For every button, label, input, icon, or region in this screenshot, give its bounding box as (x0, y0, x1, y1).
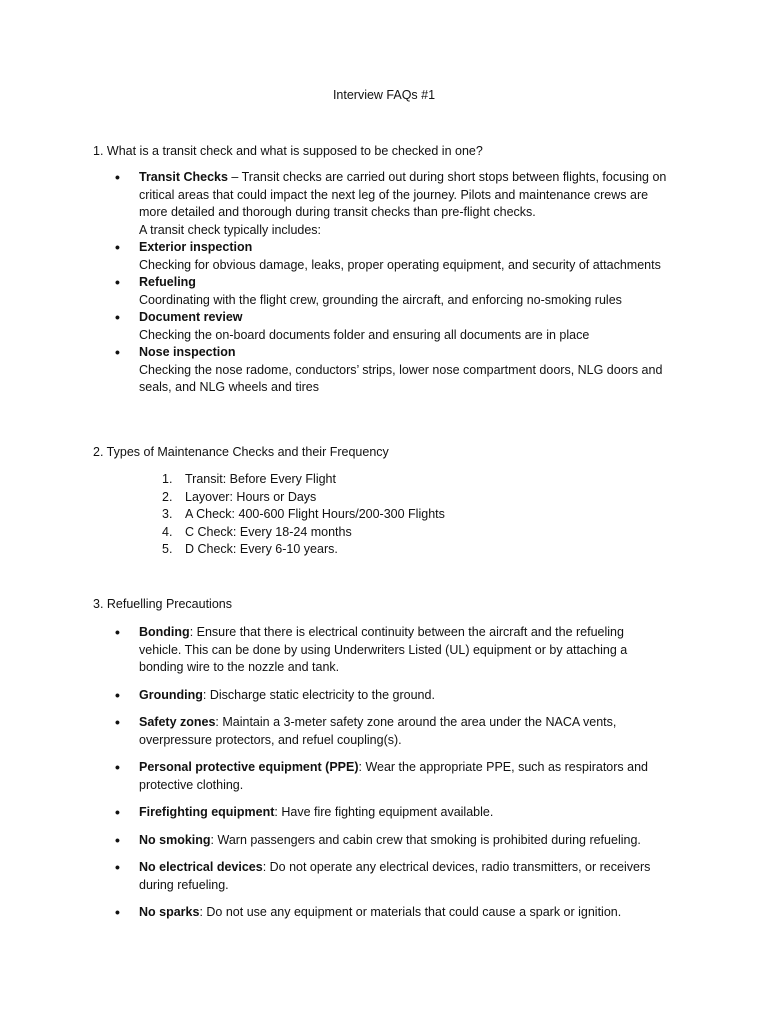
q3-item-text: : Warn passengers and cabin crew that smoking is prohibited during refueling. (210, 832, 641, 847)
q3-item-bold: No electrical devices (139, 860, 263, 874)
q1-item-text: Checking the on-board documents folder and ensuring all documents are in place (139, 327, 590, 342)
q1-intro-text: – Transit checks are carried out during short stops between flights, focusing on critical areas that could impact the next leg of the journey. Pilots and maintenance crews are more detailed and thorough during transit checks than pre-flight checks. (139, 170, 667, 219)
q3-item (0, 714, 669, 749)
q1-item-title: • Exterior inspection (139, 240, 253, 254)
q2-item (0, 471, 685, 489)
q3-item-text: : Discharge static electricity to the ground. (202, 687, 435, 702)
q2-item-number: 2. (162, 489, 173, 504)
q2-item-text: Layover: Hours or Days (185, 489, 317, 504)
q3-item-bold: No smoking (139, 832, 211, 847)
q2-item-text: Transit: Before Every Flight (185, 472, 336, 486)
q2-item-number: 5. (162, 542, 173, 556)
q1-item-title: • Refueling (139, 275, 196, 289)
q2-item-text: D Check: Every 6-10 years. (185, 542, 338, 556)
q1-item-text: Checking for obvious damage, leaks, proper operating equipment, and security of attachments (139, 257, 661, 272)
q1-item (0, 239, 669, 274)
q3-item-text: : Ensure that there is electrical continuity between the aircraft and the refueling vehicle. This can be done by using Underwriters Listed (UL) equipment or by attaching a bonding wire to the nozzle and tank. (139, 625, 628, 674)
q3-item (0, 759, 669, 794)
q3-item-text: : Have fire fighting equipment available. (274, 805, 494, 819)
q3-item (0, 904, 669, 922)
q2-item-number: 1. (162, 472, 173, 486)
q3-item-bold: Safety zones (139, 715, 216, 729)
q3-item-bold: Personal protective equipment (PPE) (139, 760, 359, 774)
q1-heading: 1. What is a transit check and what is supposed to be checked in one? (93, 144, 483, 158)
q1-item-text: Coordinating with the flight crew, grounding the aircraft, and enforcing no-smoking rules (139, 292, 622, 307)
page-title: Interview FAQs #1 (332, 88, 436, 102)
q1-list (0, 169, 669, 397)
q2-item-number: 3. (162, 507, 173, 521)
q1-intro-item (0, 169, 669, 239)
q1-item (0, 344, 669, 397)
q2-item (0, 541, 685, 559)
q3-item (0, 687, 669, 705)
q2-item-number: 4. (162, 524, 173, 539)
q1-intro-extra: A transit check typically includes: (139, 222, 322, 237)
q2-item (0, 524, 685, 542)
q2-list (0, 471, 685, 559)
q3-item (0, 624, 669, 677)
q2-item (0, 506, 685, 524)
q1-item-text: Checking the nose radome, conductors’ strips, lower nose compartment doors, NLG doors and seals, and NLG wheels and tires (139, 362, 663, 394)
q2-item (0, 489, 685, 507)
q3-item-text: : Maintain a 3-meter safety zone around the area under the NACA vents, overpressure protectors, and refuel coupling(s). (139, 715, 617, 747)
q3-item (0, 832, 669, 850)
q3-item-bold: Bonding (139, 625, 190, 639)
q3-heading: 3. Refuelling Precautions (93, 597, 232, 611)
q3-item (0, 859, 669, 894)
q2-item-text: C Check: Every 18-24 months (185, 524, 352, 539)
q3-item-text: : Wear the appropriate PPE, such as respirators and protective clothing. (139, 760, 649, 792)
q2-heading: 2. Types of Maintenance Checks and their Frequency (93, 445, 389, 459)
q1-item (0, 309, 669, 344)
q3-item-text: : Do not operate any electrical devices, radio transmitters, or receivers during refueling. (139, 860, 651, 892)
q3-item-text: : Do not use any equipment or materials that could cause a spark or ignition. (199, 905, 622, 919)
q3-item (0, 804, 669, 822)
q1-item-title: • Nose inspection (139, 345, 236, 359)
q3-list (0, 624, 669, 932)
q3-item-bold: Firefighting equipment (139, 805, 275, 819)
q3-item-bold: No sparks (139, 905, 200, 919)
q1-item-title: • Document review (139, 310, 243, 324)
q1-intro-bold: Transit Checks (139, 170, 228, 184)
q1-item (0, 274, 669, 309)
q3-item-bold: Grounding (139, 687, 203, 702)
q2-item-text: A Check: 400-600 Flight Hours/200-300 Flights (185, 507, 445, 521)
